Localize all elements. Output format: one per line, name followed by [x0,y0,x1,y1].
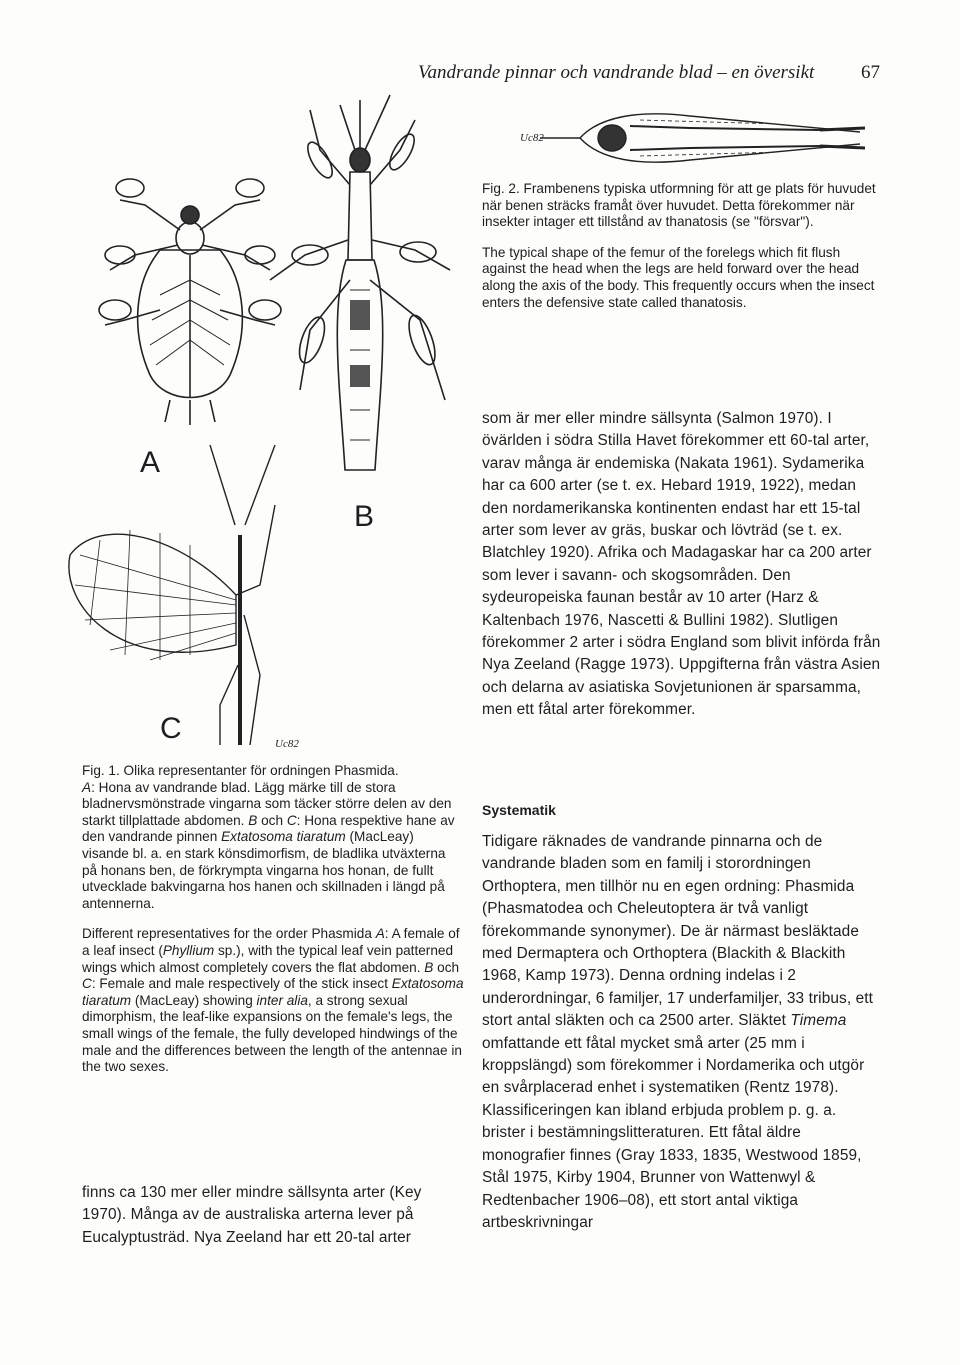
page-number: 67 [861,62,880,83]
caption-label-c: C [286,812,297,828]
caption-en-inter-alia: inter alia [256,992,308,1008]
figure2-caption-english: The typical shape of the femur of the forelegs which fit flush against the head when the legs are held forward over the head along the axis of the body. This frequently occurs when the insect enters the defensive state called thanatosis. [482,244,875,310]
figure1-caption [82,763,464,1090]
figure1-caption-title: Fig. 1. Olika representanter för ordningen Phasmida. [82,763,399,778]
section-heading-systematik: Systematik [482,802,556,818]
caption-text-tail: (MacLeay) visande bl. a. en stark könsdimorfism, de bladlika utväxterna på honans ben, de förkrympta vingarna hos honan, de fullt utvecklade bakvingarna hos hanen och skillnaden i längd på antennerna. [82,829,446,911]
caption-species: Extatosoma tiaratum [221,829,346,845]
caption-text-a: : Hona av vandrande blad. Lägg märke till de stora bladnervsmönstrade vingarna som täcker större delen av den starkt tillplattade abdomen. [82,779,452,828]
caption-en-label-a: A [375,926,385,942]
caption-en-text-a2: sp.), with the typical leaf vein patterned wings which almost completely covers the flat abdomen. [82,942,454,975]
caption-en-intro: Different representatives for the order Phasmida [82,926,376,942]
caption-label-b: B [248,812,258,828]
figure2-foreleg-illustration [520,108,880,170]
running-header [418,62,880,84]
caption-label-a: A [82,779,92,795]
caption-en-label-b: B [424,959,434,975]
caption-en-text-showing: (MacLeay) showing [131,992,257,1008]
caption-en-label-c: C [82,976,92,992]
caption-en-conjunction: och [433,959,460,975]
figure2-caption [482,181,882,325]
running-title: Vandrande pinnar och vandrande blad – en översikt [418,62,815,83]
right-column-body-2 [482,831,882,1234]
figure-label-a: A [140,446,161,479]
right-column-paragraph-2 [482,831,882,1234]
caption-en-text-tail: , a strong sexual dimorphism, the leaf-like expansions on the female's legs, the small wings of the female, the fully developed hindwings of the male and the differences between the length of the antennae in the two sexes. [82,992,462,1075]
caption-en-text-bc: : Female and male respectively of the stick insect [91,976,392,992]
systematik-genus: Timema [790,1012,847,1030]
figure1-artist-mark: Uc82 [275,738,299,750]
right-column-body [482,408,882,722]
figure2-artist-mark: Uc82 [520,132,544,144]
systematik-text-b: omfattande ett fåtal mycket små arter (25 mm i kroppslängd) som förekommer i Nordamerika och utgör en svårplacerad enhet i systematiken (Rentz 1978). Klassificeringen kan ibland erbjuda problem p. g. a. brister i bestämningslitteraturen. Ett fåtal äldre monografier finnes (Gray 1833, 1835, Westwood 1859, Stål 1975, Kirby 1904, Brunner von Wattenwyl & Redtenbacher 1906–08), ett stort antal viktiga artbeskrivningar [482,1034,865,1231]
left-column-body [82,1182,464,1249]
figure1-caption-swedish [82,763,464,912]
right-column-paragraph-1: som är mer eller mindre sällsynta (Salmon 1970). I övärlden i södra Stilla Havet förekommer ett 60-tal arter, varav många är endemiska (Nakata 1961). Sydamerika har ca 600 arter (se t. ex. Hebard 1919, 1922), medan den nordamerikanska kontinenten endast har ett 15-tal arter som lever av gräs, buskar och lövträd (se t. ex. Blatchley 1920). Afrika och Madagaskar har ca 200 arter som lever i savann- och skogsområden. Den sydeuropeiska faunan består av 10 arter (Harz & Kaltenbach 1976, Nascetti & Bullini 1982). Slutligen förekommer 2 arter i södra England som blivit införda från Nya Zeeland (Ragge 1973). Uppgifterna från västra Asien och delarna av asiatiska Sovjetunionen är sparsamma, men ett fåtal arter förekommer. [482,410,881,719]
figure1-male-stick-insect-illustration [60,445,330,760]
caption-en-species2: Extatosoma tiaratum [82,976,464,1008]
figure-label-b: B [354,500,375,533]
left-column-paragraph: finns ca 130 mer eller mindre sällsynta arter (Key 1970). Många av de australiska arterna lever på Eucalyptusträd. Nya Zeeland har ett 20-tal arter [82,1184,422,1246]
caption-en-text-a: : A female of a leaf insect ( [82,926,460,958]
caption-conjunction: och [257,812,287,828]
systematik-text-a: Tidigare räknades de vandrande pinnarna och de vandrande bladen som en familj i storordningen Orthoptera, men tillhör nu en egen ordning: Phasmida (Phasmatodea och Cheleutoptera är två vanligt förekommande synonymer). De är närmast besläktade med Dermaptera och Orthoptera (Blackith & Blackith 1968, Kamp 1973). Denna ordning indelas i 2 underordningar, 6 familjer, 17 underfamiljer, 33 tribus, ett stort antal släkten och ca 2500 arter. Släktet [482,833,873,1030]
figure1-caption-english [82,926,464,1075]
figure2-caption-swedish: Fig. 2. Frambenens typiska utformning för att ge plats för huvudet när benen sträcks framåt över huvudet. Detta förekommer när insekter intager ett tillstånd av thanatosis (se "försvar"). [482,181,876,230]
caption-text-bc: : Hona respektive hane av den vandrande pinnen [82,812,455,845]
caption-en-species: Phyllium [162,942,215,958]
figure-label-c: C [160,712,182,745]
